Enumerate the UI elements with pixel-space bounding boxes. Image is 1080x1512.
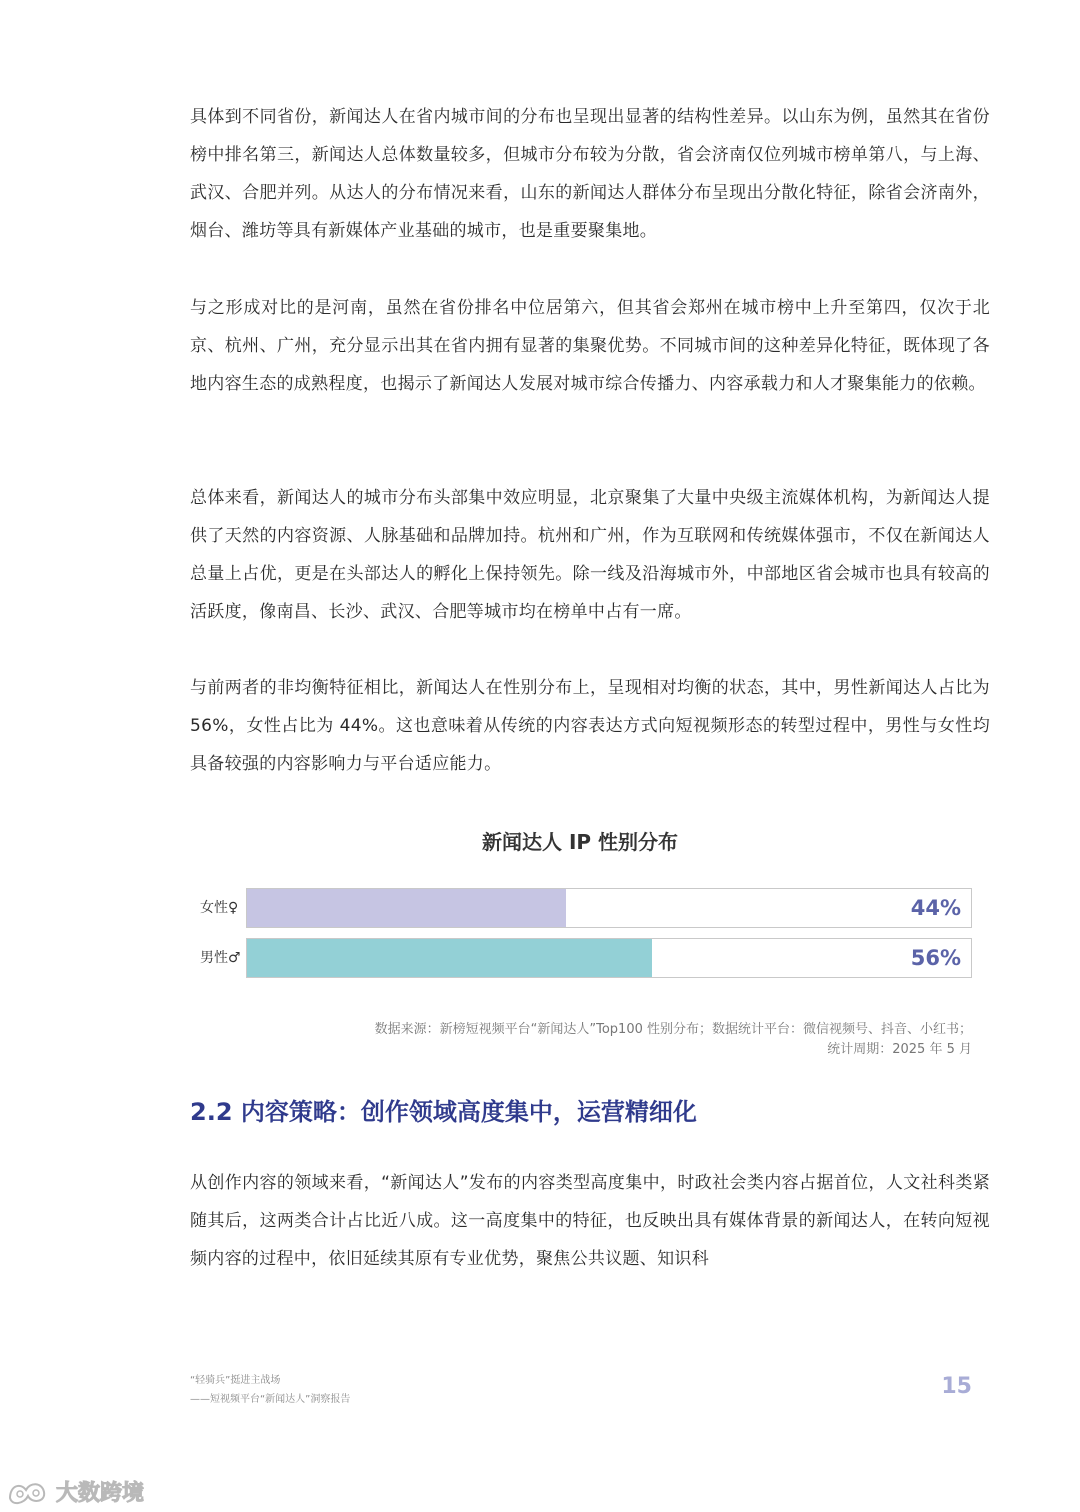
page-number: 15 (941, 1374, 972, 1399)
chart-period-line: 统计周期：2025 年 5 月 (827, 1042, 972, 1057)
footer-report-title: “轻骑兵”挺进主战场 (190, 1375, 281, 1386)
body-paragraph-5: 从创作内容的领域来看，“新闻达人”发布的内容类型高度集中，时政社会类内容占据首位，人文社科类紧随其后，这两类合计占比近八成。这一高度集中的特征，也反映出具有媒体背景的新闻达人，在转向短视频内容的过程中，依旧延续其原有专业优势，聚焦公共议题、知识科 (190, 1173, 990, 1269)
body-paragraph-4: 与前两者的非均衡特征相比，新闻达人在性别分布上，呈现相对均衡的状态，其中，男性新闻达人占比为 56%，女性占比为 44%。这也意味着从传统的内容表达方式向短视频形态的转型过程中，男性与女性均具备较强的内容影响力与平台适应能力。 (190, 678, 990, 774)
bar-track-male (246, 938, 972, 978)
watermark-logo-icon (6, 1476, 50, 1506)
bar-track-female (246, 888, 972, 928)
bar-row-male (200, 938, 972, 978)
watermark-text: 大数跨境 (56, 1480, 145, 1506)
bar-label-male: 男性♂ (200, 950, 241, 966)
bar-value-female: 44% (910, 896, 961, 920)
body-paragraph-1: 具体到不同省份，新闻达人在省内城市间的分布也呈现出显著的结构性差异。以山东为例，虽然其在省份榜中排名第三，新闻达人总体数量较多，但城市分布较为分散，省会济南仅位列城市榜单第八，与上海、武汉、合肥并列。从达人的分布情况来看，山东的新闻达人群体分布呈现出分散化特征，除省会济南外，烟台、潍坊等具有新媒体产业基础的城市，也是重要聚集地。 (190, 107, 990, 241)
bar-value-male: 56% (910, 946, 961, 970)
watermark (6, 1474, 144, 1508)
bar-female (247, 889, 566, 927)
bar-male (247, 939, 652, 977)
section-heading: 2.2 内容策略：创作领域高度集中，运营精细化 (190, 1098, 697, 1126)
chart-source-line: 数据来源：新榜短视频平台“新闻达人”Top100 性别分布；数据统计平台：微信视频号、抖音、小红书； (374, 1022, 972, 1037)
body-paragraph-3: 总体来看，新闻达人的城市分布头部集中效应明显，北京聚集了大量中央级主流媒体机构，为新闻达人提供了天然的内容资源、人脉基础和品牌加持。杭州和广州，作为互联网和传统媒体强市，不仅在新闻达人总量上占优，更是在头部达人的孵化上保持领先。除一线及沿海城市外，中部地区省会城市也具有较高的活跃度，像南昌、长沙、武汉、合肥等城市均在榜单中占有一席。 (190, 488, 990, 622)
body-paragraph-2: 与之形成对比的是河南，虽然在省份排名中位居第六，但其省会郑州在城市榜中上升至第四，仅次于北京、杭州、广州，充分显示出其在省内拥有显著的集聚优势。不同城市间的这种差异化特征，既体现了各地内容生态的成熟程度，也揭示了新闻达人发展对城市综合传播力、内容承载力和人才聚集能力的依赖。 (190, 298, 990, 394)
bar-label-female: 女性♀ (200, 900, 239, 916)
bar-row-female (200, 888, 972, 928)
footer-report-subtitle: ——短视频平台“新闻达人”洞察报告 (190, 1394, 351, 1405)
chart-title: 新闻达人 IP 性别分布 (481, 830, 679, 854)
